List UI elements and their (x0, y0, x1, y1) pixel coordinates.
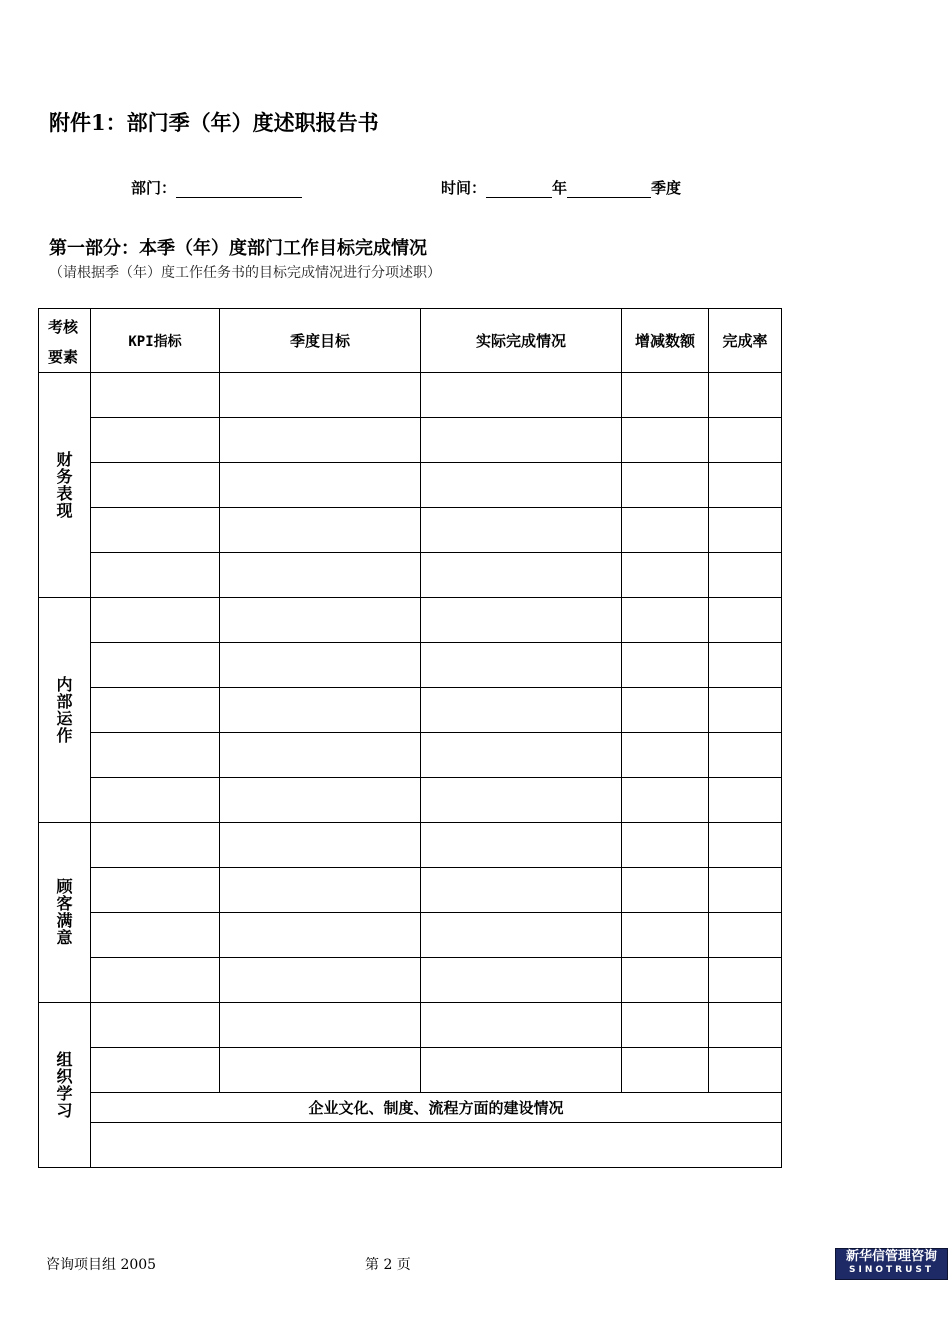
report-table (38, 308, 782, 1168)
table-cell[interactable] (622, 733, 709, 778)
table-cell[interactable] (91, 778, 220, 823)
table-cell[interactable] (421, 598, 622, 643)
table-row (39, 553, 782, 598)
table-cell[interactable] (709, 1048, 782, 1093)
table-row (39, 418, 782, 463)
table-cell[interactable] (421, 643, 622, 688)
department-blank[interactable] (176, 180, 302, 198)
table-cell[interactable] (421, 1003, 622, 1048)
table-cell[interactable] (622, 1048, 709, 1093)
table-cell[interactable] (91, 418, 220, 463)
table-cell[interactable] (421, 463, 622, 508)
table-cell[interactable] (220, 373, 421, 418)
table-cell[interactable] (622, 373, 709, 418)
table-row (39, 1093, 782, 1123)
table-cell[interactable] (91, 688, 220, 733)
table-cell[interactable] (91, 1048, 220, 1093)
table-cell[interactable] (709, 958, 782, 1003)
table-cell[interactable] (91, 868, 220, 913)
table-row (39, 688, 782, 733)
table-cell[interactable] (709, 553, 782, 598)
category-organizational-learning (39, 1003, 91, 1168)
table-row (39, 643, 782, 688)
table-cell[interactable] (91, 958, 220, 1003)
table-cell[interactable] (622, 643, 709, 688)
table-cell[interactable] (220, 778, 421, 823)
table-cell[interactable] (220, 418, 421, 463)
header-assessment-element: 考核要素 (39, 309, 91, 373)
quarter-label: 季度 (651, 179, 682, 197)
org-culture-subtitle: 企业文化、制度、流程方面的建设情况 (91, 1093, 782, 1123)
table-cell[interactable] (220, 958, 421, 1003)
table-header-row (39, 309, 782, 373)
table-cell[interactable] (622, 463, 709, 508)
table-cell[interactable] (220, 1003, 421, 1048)
logo-chinese: 新华信管理咨询 (845, 1249, 937, 1264)
table-cell[interactable] (709, 733, 782, 778)
table-cell[interactable] (421, 913, 622, 958)
table-cell[interactable] (421, 823, 622, 868)
table-cell[interactable] (220, 463, 421, 508)
table-cell[interactable] (421, 733, 622, 778)
table-cell[interactable] (91, 823, 220, 868)
table-cell[interactable] (91, 733, 220, 778)
table-cell[interactable] (421, 553, 622, 598)
table-cell[interactable] (91, 373, 220, 418)
table-cell[interactable] (709, 463, 782, 508)
table-row (39, 1003, 782, 1048)
table-cell[interactable] (709, 823, 782, 868)
document-title: 附件1：部门季（年）度述职报告书 (49, 110, 379, 135)
table-cell[interactable] (421, 418, 622, 463)
header-actual-completion: 实际完成情况 (421, 309, 622, 373)
table-cell[interactable] (220, 598, 421, 643)
table-cell[interactable] (421, 868, 622, 913)
table-row (39, 733, 782, 778)
table-cell[interactable] (220, 1048, 421, 1093)
table-cell[interactable] (220, 508, 421, 553)
table-cell[interactable] (709, 418, 782, 463)
section-note: （请根据季（年）度工作任务书的目标完成情况进行分项述职） (49, 265, 441, 281)
table-row (39, 913, 782, 958)
quarter-blank[interactable] (567, 180, 651, 198)
company-logo (835, 1248, 948, 1280)
table-cell[interactable] (220, 823, 421, 868)
header-completion-rate: 完成率 (709, 309, 782, 373)
table-cell[interactable] (91, 913, 220, 958)
table-cell[interactable] (421, 508, 622, 553)
logo-english: SINOTRUST (848, 1265, 934, 1275)
category-label: 内部运作 (56, 674, 73, 745)
table-row (39, 1048, 782, 1093)
table-cell[interactable] (709, 688, 782, 733)
category-financial (39, 373, 91, 598)
table-cell[interactable] (421, 958, 622, 1003)
footer-project: 咨询项目组 2005 (46, 1257, 157, 1273)
table-cell[interactable] (622, 823, 709, 868)
category-customer-satisfaction (39, 823, 91, 1003)
table-cell[interactable] (622, 688, 709, 733)
table-cell[interactable] (622, 418, 709, 463)
table-cell[interactable] (622, 1003, 709, 1048)
table-row (39, 463, 782, 508)
table-row (39, 958, 782, 1003)
department-field (131, 177, 302, 198)
table-cell[interactable] (421, 373, 622, 418)
table-row (39, 508, 782, 553)
table-cell[interactable] (622, 958, 709, 1003)
table-cell[interactable] (91, 463, 220, 508)
category-label: 顾客满意 (56, 877, 73, 947)
footer-page-number: 第 2 页 (365, 1257, 411, 1273)
table-cell[interactable] (220, 733, 421, 778)
table-cell[interactable] (91, 643, 220, 688)
table-cell[interactable] (709, 508, 782, 553)
section-title: 第一部分：本季（年）度部门工作目标完成情况 (49, 238, 427, 259)
table-cell[interactable] (421, 1048, 622, 1093)
table-cell[interactable] (709, 868, 782, 913)
table-cell[interactable] (220, 643, 421, 688)
table-row (39, 1123, 782, 1168)
time-field (441, 177, 681, 198)
table-cell[interactable] (622, 868, 709, 913)
table-cell[interactable] (220, 868, 421, 913)
time-label: 时间： (441, 179, 487, 197)
category-label: 组织学习 (56, 1049, 73, 1120)
table-cell[interactable] (622, 598, 709, 643)
org-culture-cell[interactable] (91, 1123, 782, 1168)
table-cell[interactable] (709, 598, 782, 643)
table-cell[interactable] (709, 643, 782, 688)
table-cell[interactable] (622, 778, 709, 823)
table-cell[interactable] (709, 913, 782, 958)
table-cell[interactable] (622, 508, 709, 553)
header-quarter-target: 季度目标 (220, 309, 421, 373)
table-cell[interactable] (91, 508, 220, 553)
table-cell[interactable] (622, 913, 709, 958)
year-blank[interactable] (486, 180, 552, 198)
table-cell[interactable] (421, 778, 622, 823)
category-internal-operations (39, 598, 91, 823)
table-row (39, 373, 782, 418)
table-row (39, 778, 782, 823)
table-row (39, 598, 782, 643)
table-cell[interactable] (709, 373, 782, 418)
table-cell[interactable] (709, 778, 782, 823)
table-row (39, 868, 782, 913)
table-cell[interactable] (91, 598, 220, 643)
table-cell[interactable] (220, 553, 421, 598)
year-label: 年 (552, 179, 568, 197)
category-label: 财务表现 (56, 449, 73, 520)
table-cell[interactable] (622, 553, 709, 598)
header-change-amount: 增减数额 (622, 309, 709, 373)
table-row (39, 823, 782, 868)
table-cell[interactable] (220, 913, 421, 958)
header-kpi: KPI指标 (91, 309, 220, 373)
department-label: 部门： (131, 179, 177, 197)
table-cell[interactable] (709, 1003, 782, 1048)
table-cell[interactable] (220, 688, 421, 733)
table-cell[interactable] (91, 1003, 220, 1048)
table-cell[interactable] (421, 688, 622, 733)
table-cell[interactable] (91, 553, 220, 598)
